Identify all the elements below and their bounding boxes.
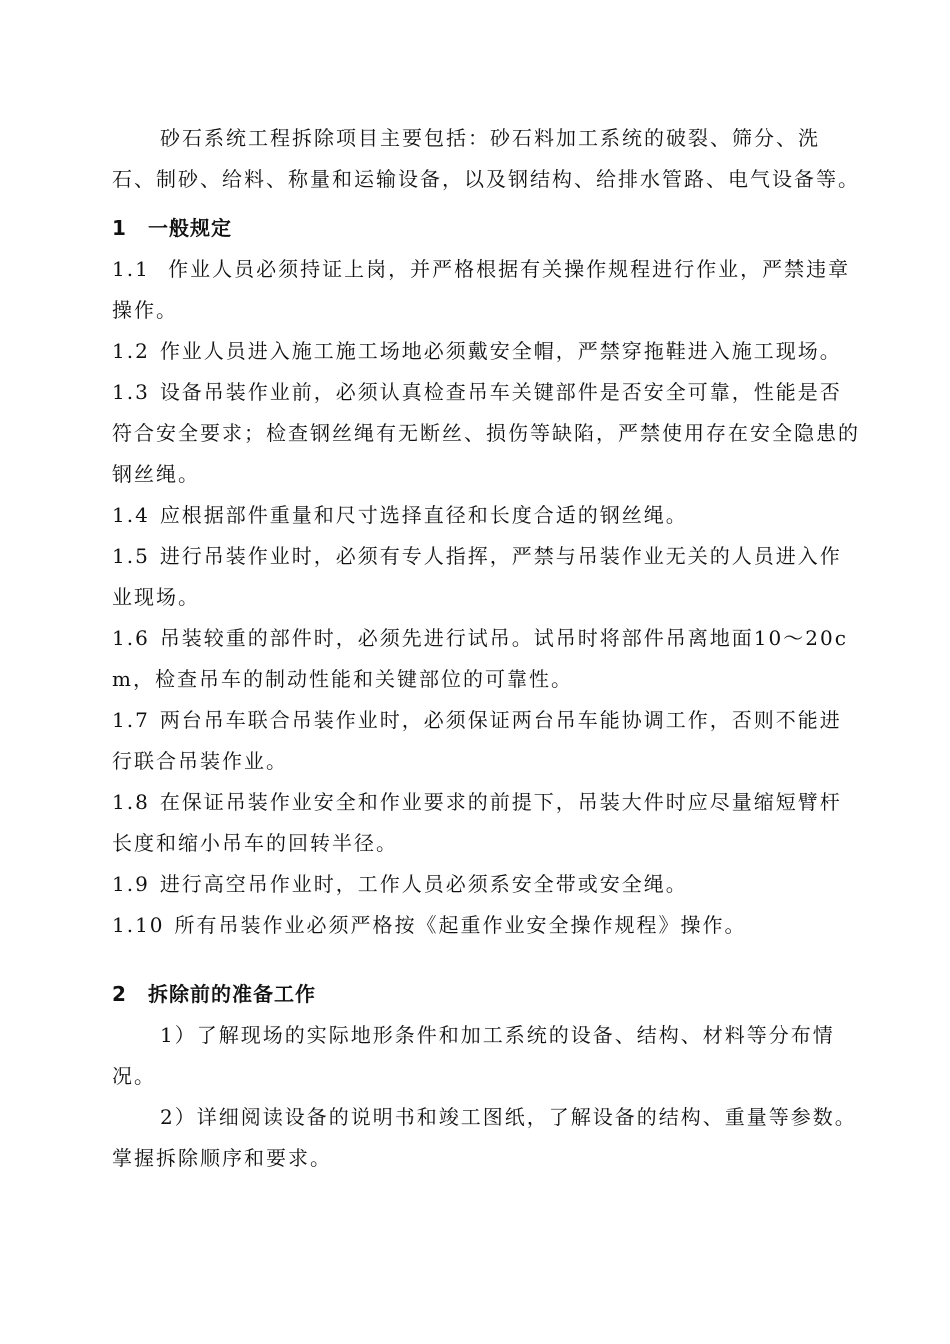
item-text: 在保证吊装作业安全和作业要求的前提下，吊装大件时应尽量缩短臂杆长度和缩小吊车的回转半径。 xyxy=(112,790,842,855)
item-text: 作业人员必须持证上岗，并严格根据有关操作规程进行作业，严禁违章操作。 xyxy=(112,257,851,322)
section-number: 2 xyxy=(112,982,127,1006)
item-number: 1.8 xyxy=(112,790,150,814)
list-item: 2）详细阅读设备的说明书和竣工图纸，了解设备的结构、重量等参数。掌握拆除顺序和要求。 xyxy=(112,1105,857,1170)
section-title: 一般规定 xyxy=(148,216,232,240)
list-item xyxy=(112,864,862,905)
list-item xyxy=(112,905,862,946)
item-text: 进行吊装作业时，必须有专人指挥，严禁与吊装作业无关的人员进入作业现场。 xyxy=(112,544,842,609)
item-text: 设备吊装作业前，必须认真检查吊车关键部件是否安全可靠，性能是否符合安全要求；检查钢丝绳有无断丝、损伤等缺陷，严禁使用存在安全隐患的钢丝绳。 xyxy=(112,380,860,486)
item-text: 所有吊装作业必须严格按《起重作业安全操作规程》操作。 xyxy=(174,913,747,937)
item-text: 吊装较重的部件时，必须先进行试吊。试吊时将部件吊离地面10～20cm，检查吊车的制动性能和关键部位的可靠性。 xyxy=(112,626,848,691)
item-number: 1.2 xyxy=(112,339,150,363)
item-number: 1.10 xyxy=(112,913,165,937)
spacer xyxy=(112,200,862,208)
item-text: 两台吊车联合吊装作业时，必须保证两台吊车能协调工作，否则不能进行联合吊装作业。 xyxy=(112,708,842,773)
list-item xyxy=(112,618,862,700)
section-title: 拆除前的准备工作 xyxy=(148,982,316,1006)
document-page xyxy=(112,118,862,1179)
list-item xyxy=(112,700,862,782)
item-number: 1.3 xyxy=(112,380,150,404)
item-number: 1.7 xyxy=(112,708,150,732)
list-item xyxy=(112,249,862,331)
list-item xyxy=(112,536,862,618)
section-number: 1 xyxy=(112,216,127,240)
list-item xyxy=(112,372,862,495)
item-number: 1.1 xyxy=(112,257,150,281)
list-item xyxy=(112,331,862,372)
section-2-heading xyxy=(112,974,862,1015)
list-item xyxy=(112,782,862,864)
item-text: 进行高空吊作业时，工作人员必须系安全带或安全绳。 xyxy=(159,872,688,896)
item-number: 1.9 xyxy=(112,872,150,896)
item-number: 1.5 xyxy=(112,544,150,568)
spacer xyxy=(112,946,862,974)
item-text: 作业人员进入施工施工场地必须戴安全帽，严禁穿拖鞋进入施工现场。 xyxy=(159,339,842,363)
list-item: 1）了解现场的实际地形条件和加工系统的设备、结构、材料等分布情况。 xyxy=(112,1023,835,1088)
section-1-heading xyxy=(112,208,862,249)
item-number: 1.4 xyxy=(112,503,150,527)
item-number: 1.6 xyxy=(112,626,150,650)
intro-paragraph: 砂石系统工程拆除项目主要包括：砂石料加工系统的破裂、筛分、洗石、制砂、给料、称量和运输设备，以及钢结构、给排水管路、电气设备等。 xyxy=(112,126,860,191)
list-item xyxy=(112,495,862,536)
item-text: 应根据部件重量和尺寸选择直径和长度合适的钢丝绳。 xyxy=(159,503,688,527)
